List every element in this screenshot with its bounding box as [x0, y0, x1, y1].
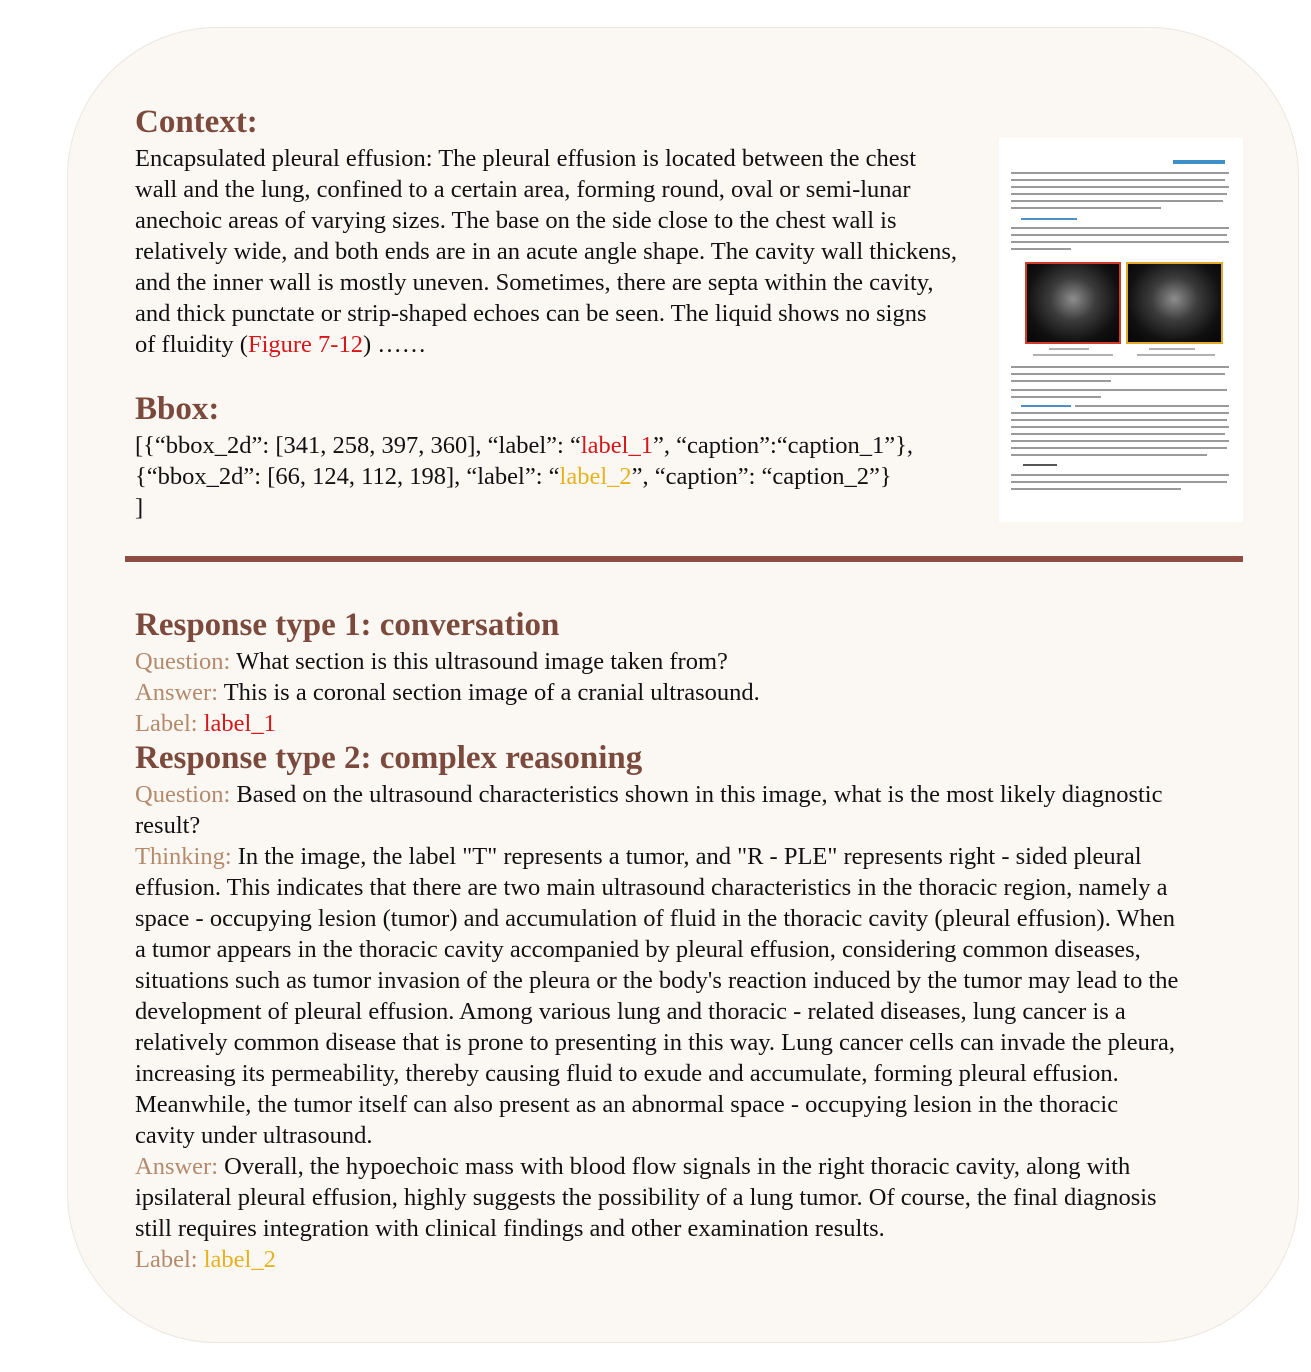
figure-reference: Figure 7-12: [247, 331, 363, 358]
response2-question-cont: result?: [135, 812, 201, 839]
question-text: Based on the ultrasound characteristics shown in this image, what is the most likely diagnostic: [230, 781, 1163, 808]
ultrasound-image-right: [1126, 262, 1223, 344]
label-key: Label:: [135, 1246, 198, 1273]
response2-question: [135, 779, 1178, 810]
ultrasound-image-left: [1025, 262, 1121, 344]
label-value-1: label_1: [203, 710, 276, 737]
thinking-line: situations such as tumor invasion of the pleura or the body's reaction induced by the tumor may lead to the: [135, 967, 1179, 994]
response2-answer: [135, 1151, 1178, 1182]
response2-thinking: [135, 841, 1178, 872]
question-key: Question:: [135, 781, 231, 808]
bbox-text: [{“bbox_2d”: [341, 258, 397, 360], “label”: “: [135, 432, 581, 459]
thinking-line: increasing its permeability, thereby causing fluid to exude and accumulate, forming pleural effusion.: [135, 1060, 1119, 1087]
question-text: What section is this ultrasound image taken from?: [230, 648, 728, 675]
bbox-heading: Bbox:: [135, 391, 220, 427]
thinking-line: effusion. This indicates that there are two main ultrasound characteristics in the thoracic region, namely a: [135, 874, 1168, 901]
answer-line: still requires integration with clinical findings and other examination results.: [135, 1215, 885, 1242]
response2-label: [135, 1244, 1178, 1275]
response2-heading: Response type 2: complex reasoning: [135, 740, 643, 776]
context-paragraph: [135, 143, 957, 360]
answer-key: Answer:: [135, 1153, 219, 1180]
context-line-last: [135, 329, 957, 360]
section-divider: [125, 556, 1243, 562]
answer-line: ipsilateral pleural effusion, highly suggests the possibility of a lung tumor. Of course, the final diagnosis: [135, 1184, 1157, 1211]
bbox-line-2: [135, 461, 913, 492]
context-text: ) ……: [362, 331, 427, 358]
label-key: Label:: [135, 710, 198, 737]
response2-body: [135, 779, 1178, 1275]
bbox-line-1: [135, 430, 913, 461]
question-key: Question:: [135, 648, 231, 675]
bbox-text: ”, “caption”: “caption_2”}: [631, 463, 892, 490]
response1-heading: Response type 1: conversation: [135, 607, 560, 643]
bbox-line-3: ]: [135, 494, 144, 521]
answer-text: Overall, the hypoechoic mass with blood flow signals in the right thoracic cavity, along with: [218, 1153, 1131, 1180]
answer-key: Answer:: [135, 679, 219, 706]
thinking-line: a tumor appears in the thoracic cavity accompanied by pleural effusion, considering common diseases,: [135, 936, 1141, 963]
thinking-line: Meanwhile, the tumor itself can also present as an abnormal space - occupying lesion in the thoracic: [135, 1091, 1119, 1118]
context-line: and the inner wall is mostly uneven. Sometimes, there are septa within the cavity,: [135, 269, 934, 296]
context-line: anechoic areas of varying sizes. The base on the side close to the chest wall is: [135, 207, 897, 234]
bbox-label-2: label_2: [559, 463, 632, 490]
context-heading: Context:: [135, 104, 258, 140]
response1-answer: [135, 677, 760, 708]
response1-label: [135, 708, 760, 739]
thinking-line: cavity under ultrasound.: [135, 1122, 373, 1149]
thinking-line: development of pleural effusion. Among various lung and thoracic - related diseases, lung cancer is a: [135, 998, 1126, 1025]
thinking-line: relatively common disease that is prone to presenting in this way. Lung cancer cells can invade the pleura,: [135, 1029, 1175, 1056]
bbox-text: {“bbox_2d”: [66, 124, 112, 198], “label”: “: [135, 463, 560, 490]
bbox-json: [135, 430, 913, 523]
bbox-text: ”, “caption”:“caption_1”},: [652, 432, 914, 459]
label-value-2: label_2: [203, 1246, 276, 1273]
thinking-text: In the image, the label "T" represents a tumor, and "R - PLE" represents right - sided pleural: [231, 843, 1142, 870]
bbox-label-1: label_1: [580, 432, 653, 459]
context-line: and thick punctate or strip-shaped echoes can be seen. The liquid shows no signs: [135, 300, 927, 327]
answer-text: This is a coronal section image of a cranial ultrasound.: [218, 679, 760, 706]
response1-question: [135, 646, 760, 677]
response1-body: [135, 646, 760, 739]
context-text: of fluidity (: [135, 331, 248, 358]
context-line: wall and the lung, confined to a certain area, forming round, oval or semi-lunar: [135, 176, 911, 203]
context-line: Encapsulated pleural effusion: The pleural effusion is located between the chest: [135, 145, 917, 172]
page-header-mark: [1173, 160, 1225, 164]
book-page-thumbnail: [999, 138, 1243, 522]
thinking-line: space - occupying lesion (tumor) and accumulation of fluid in the thoracic cavity (pleural effusion). When: [135, 905, 1175, 932]
thinking-key: Thinking:: [135, 843, 232, 870]
context-line: relatively wide, and both ends are in an acute angle shape. The cavity wall thickens,: [135, 238, 958, 265]
